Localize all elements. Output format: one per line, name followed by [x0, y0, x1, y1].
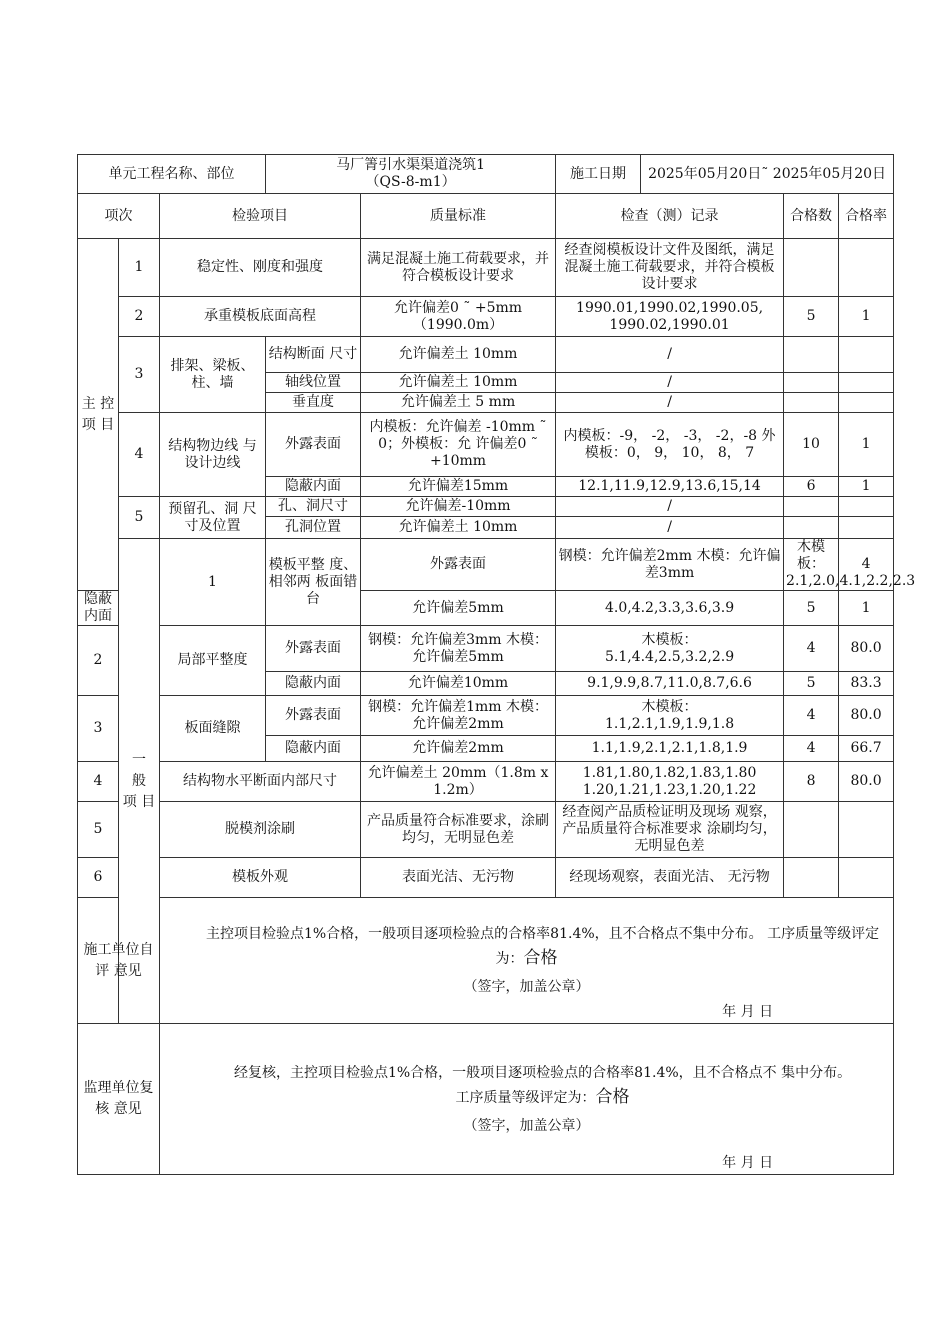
row-no: 3: [78, 696, 119, 762]
row-sub-item: 隐蔽内面: [266, 672, 361, 696]
table-row: [78, 762, 894, 802]
col-standard: 质量标准: [361, 194, 556, 239]
main-group-label-line2: 项 目: [81, 416, 115, 433]
main-group-label: [78, 239, 119, 591]
row-standard: 钢模：允许偏差2mm 木模：允许偏差3mm: [556, 539, 784, 591]
row-item: 模板平整 度、相邻两 板面错台: [266, 539, 361, 626]
row-count: 4: [784, 626, 839, 672]
table-row: [78, 539, 894, 591]
row-record: 经现场观察，表面光洁、 无污物: [556, 858, 784, 898]
row-count: 8: [784, 762, 839, 802]
row-no: 4: [119, 413, 160, 497]
row-count: 4: [839, 539, 894, 591]
self-eval-label-text: 施工单位自评 意见: [83, 941, 154, 979]
supervision-grade: 合格: [595, 1086, 630, 1107]
row-count: 4: [784, 736, 839, 762]
standard-line2: 1.2m）: [433, 781, 483, 798]
row-record: [556, 696, 784, 736]
row-sub-item: 孔、洞尺寸: [266, 497, 361, 517]
row-record: 12.1,11.9,12.9,13.6,15,14: [556, 477, 784, 497]
row-standard: 产品质量符合标准要求，涂刷均匀，无明显色差: [361, 802, 556, 858]
col-inspect-item: 检验项目: [160, 194, 361, 239]
date-value: 2025年05月20日˜ 2025年05月20日: [648, 165, 887, 182]
table-row: [78, 297, 894, 337]
row-item: 结构物水平断面内部尺寸: [160, 762, 361, 802]
record-line1: 1.81,1.80,1.82,1.83,1.80: [582, 764, 757, 781]
row-item: 承重模板底面高程: [160, 297, 361, 337]
row-count: [784, 858, 839, 898]
row-count: [784, 373, 839, 393]
row-record: 1.1,1.9,2.1,2.1,1.8,1.9: [556, 736, 784, 762]
row-standard: 表面光洁、无污物: [361, 858, 556, 898]
row-rate: 80.0: [839, 762, 894, 802]
col-record: 检查（测）记录: [556, 194, 784, 239]
standard-line2: （1990.0m）: [412, 316, 504, 333]
col-pass-count: 合格数: [784, 194, 839, 239]
row-item: 预留孔、洞 尺寸及位置: [160, 497, 266, 539]
row-rate: [839, 337, 894, 373]
table-row: [78, 497, 894, 517]
row-sub-item: 外露表面: [266, 413, 361, 477]
row-rate: [839, 802, 894, 858]
row-standard: 允许偏差2mm: [361, 736, 556, 762]
row-record: /: [556, 337, 784, 373]
row-rate: 66.7: [839, 736, 894, 762]
main-group-label-line1: 主 控: [81, 395, 115, 412]
self-eval-text: 主控项目检验点1%合格，一般项目逐项检验点的合格率81.4%，且不合格点不集中分布。 工序质量等级评定为：: [205, 926, 880, 967]
record-line2: 2.1,2.0,4.1,2.2,2.3: [786, 573, 916, 589]
self-eval-grade: 合格: [523, 948, 558, 968]
table-row: [78, 239, 894, 297]
row-count: 6: [784, 477, 839, 497]
self-eval-date: 年 月 日: [722, 1004, 774, 1020]
record-line2: 1.20,1.21,1.23,1.20,1.22: [582, 781, 757, 798]
general-group-label-line3: 项 目: [122, 793, 156, 810]
row-item: 板面缝隙: [160, 696, 266, 762]
row-standard: 允许偏差5mm: [361, 591, 556, 626]
inspection-form-table: [77, 154, 916, 1175]
self-eval-signature: （签字，加盖公章）: [463, 979, 590, 995]
row-count: [784, 497, 839, 517]
general-group-label-line1: 一: [132, 751, 146, 768]
row-count: [784, 517, 839, 539]
row-rate: 1: [839, 297, 894, 337]
row-standard: [361, 762, 556, 802]
row-item: 稳定性、刚度和强度: [160, 239, 361, 297]
row-no: 4: [78, 762, 119, 802]
row-sub-item: 外露表面: [266, 696, 361, 736]
self-eval-paragraph: [162, 922, 891, 971]
table-row: [78, 337, 894, 373]
row-rate: 80.0: [839, 626, 894, 672]
row-sub-item: 轴线位置: [266, 373, 361, 393]
row-rate: [839, 497, 894, 517]
table-row: [78, 696, 894, 736]
row-rate: [839, 393, 894, 413]
self-eval-label: [78, 898, 160, 1024]
row-standard: [361, 297, 556, 337]
row-standard: 允许偏差土 10mm: [361, 337, 556, 373]
row-record: /: [556, 373, 784, 393]
date-label: 施工日期: [556, 155, 641, 193]
row-rate: 1: [839, 477, 894, 497]
supervision-paragraph: 经复核，主控项目检验点1%合格，一般项目逐项检验点的合格率81.4%，且不合格点不 集中分布。: [233, 1064, 852, 1081]
supervision-row: [78, 1024, 894, 1175]
row-record: 经查阅产品质检证明及现场 观察，产品质量符合标准要求 涂刷均匀，无明显色差: [556, 802, 784, 858]
row-record: [556, 297, 784, 337]
row-rate: 1: [839, 591, 894, 626]
self-eval-row: [78, 898, 894, 1024]
row-standard: 内模板：允许偏差 -10mm ˜ 0；外模板：允 许偏差0 ˜ +10mm: [361, 413, 556, 477]
table-row: [78, 802, 894, 858]
row-count: 4: [784, 696, 839, 736]
date-subtable: [556, 155, 893, 193]
row-standard: 允许偏差-10mm: [361, 497, 556, 517]
supervision-grade-label: 工序质量等级评定为：: [455, 1089, 596, 1106]
row-sub-item: 孔洞位置: [266, 517, 361, 539]
row-sub-item: 外露表面: [361, 539, 556, 591]
row-rate: [839, 858, 894, 898]
row-record: [556, 762, 784, 802]
col-pass-rate: 合格率: [839, 194, 894, 239]
row-count: [784, 802, 839, 858]
row-standard: 允许偏差15mm: [361, 477, 556, 497]
row-record: [784, 539, 916, 591]
row-no: 1: [119, 239, 160, 297]
row-record: 经查阅模板设计文件及图纸，满足混凝土施工荷载要求，并符合模板设计要求: [556, 239, 784, 297]
row-item: 局部平整度: [160, 626, 266, 696]
row-no: 5: [78, 802, 119, 858]
row-count: [784, 393, 839, 413]
row-no: 5: [119, 497, 160, 539]
row-no: 3: [119, 337, 160, 413]
record-line1: 木模板：: [641, 631, 698, 648]
row-no: 1: [160, 539, 266, 626]
row-rate: [839, 239, 894, 297]
row-sub-item: 垂直度: [266, 393, 361, 413]
row-sub-item: 隐蔽内面: [266, 736, 361, 762]
row-no: 2: [78, 626, 119, 696]
row-count: [784, 239, 839, 297]
record-line2: 1990.02,1990.01: [609, 316, 730, 333]
table-row: [78, 413, 894, 477]
supervision-opinion: [160, 1024, 894, 1175]
header-row: [78, 155, 894, 194]
row-record: 4.0,4.2,3.3,3.6,3.9: [556, 591, 784, 626]
row-record: /: [556, 393, 784, 413]
record-line1: 1990.01,1990.02,1990.05,: [576, 299, 764, 316]
row-standard: 满足混凝土施工荷载要求，并符合模板设计要求: [361, 239, 556, 297]
row-item: 结构物边线 与设计边线: [160, 413, 266, 497]
supervision-signature: （签字，加盖公章）: [463, 1117, 590, 1134]
row-record: [556, 626, 784, 672]
row-record: /: [556, 497, 784, 517]
row-item: 模板外观: [160, 858, 361, 898]
row-sub-item: 外露表面: [266, 626, 361, 672]
supervision-label: [78, 1024, 160, 1175]
row-count: [784, 337, 839, 373]
self-eval-opinion: [160, 898, 894, 1024]
record-line1: 木模板：: [641, 698, 698, 715]
row-rate: [839, 373, 894, 393]
general-group-label-line2: 般: [132, 772, 146, 789]
table-row: [78, 858, 894, 898]
row-no: 6: [78, 858, 119, 898]
construction-date-cell: [556, 155, 894, 194]
row-item: 排架、梁板、柱、墙: [160, 337, 266, 413]
supervision-date: 年 月 日: [722, 1155, 774, 1171]
row-record: /: [556, 517, 784, 539]
column-header-row: [78, 194, 894, 239]
record-line2: 1.1,2.1,1.9,1.9,1.8: [604, 715, 735, 732]
row-rate: [839, 517, 894, 539]
row-count: 5: [784, 591, 839, 626]
row-count: 10: [784, 413, 839, 477]
row-standard: 允许偏差土 10mm: [361, 517, 556, 539]
row-standard: 允许偏差土 5 mm: [361, 393, 556, 413]
unit-name-label: 单元工程名称、部位: [78, 155, 266, 194]
standard-line1: 允许偏差0 ˜ +5mm: [394, 299, 523, 316]
unit-name-line2: （QS-8-m1）: [365, 174, 456, 190]
supervision-grade-line: [162, 1085, 891, 1110]
row-no: 2: [119, 297, 160, 337]
row-record: 内模板：-9， -2， -3， -2，-8 外模板：0， 9， 10， 8， 7: [556, 413, 784, 477]
unit-name-line1: 马厂箐引水渠渠道浇筑1: [336, 157, 485, 173]
standard-line1: 允许偏差土 20mm（1.8m x: [367, 764, 549, 781]
unit-name-value: [266, 155, 556, 194]
row-standard: 允许偏差10mm: [361, 672, 556, 696]
row-record: 9.1,9.9,8.7,11.0,8.7,6.6: [556, 672, 784, 696]
row-count: 5: [784, 672, 839, 696]
supervision-label-text: 监理单位复核 意见: [83, 1080, 154, 1117]
row-rate: 1: [839, 413, 894, 477]
record-line1: 木模板：: [797, 539, 826, 572]
row-rate: 80.0: [839, 696, 894, 736]
row-item: 脱模剂涂刷: [160, 802, 361, 858]
row-rate: 83.3: [839, 672, 894, 696]
row-standard: 钢模：允许偏差3mm 木模：允许偏差5mm: [361, 626, 556, 672]
row-count: 5: [784, 297, 839, 337]
row-sub-item: 结构断面 尺寸: [266, 337, 361, 373]
col-item-no: 项次: [78, 194, 160, 239]
row-sub-item: 隐蔽内面: [78, 591, 119, 626]
row-standard: 钢模：允许偏差1mm 木模：允许偏差2mm: [361, 696, 556, 736]
table-row: [78, 626, 894, 672]
record-line2: 5.1,4.4,2.5,3.2,2.9: [604, 648, 735, 665]
row-standard: 允许偏差土 10mm: [361, 373, 556, 393]
row-sub-item: 隐蔽内面: [266, 477, 361, 497]
